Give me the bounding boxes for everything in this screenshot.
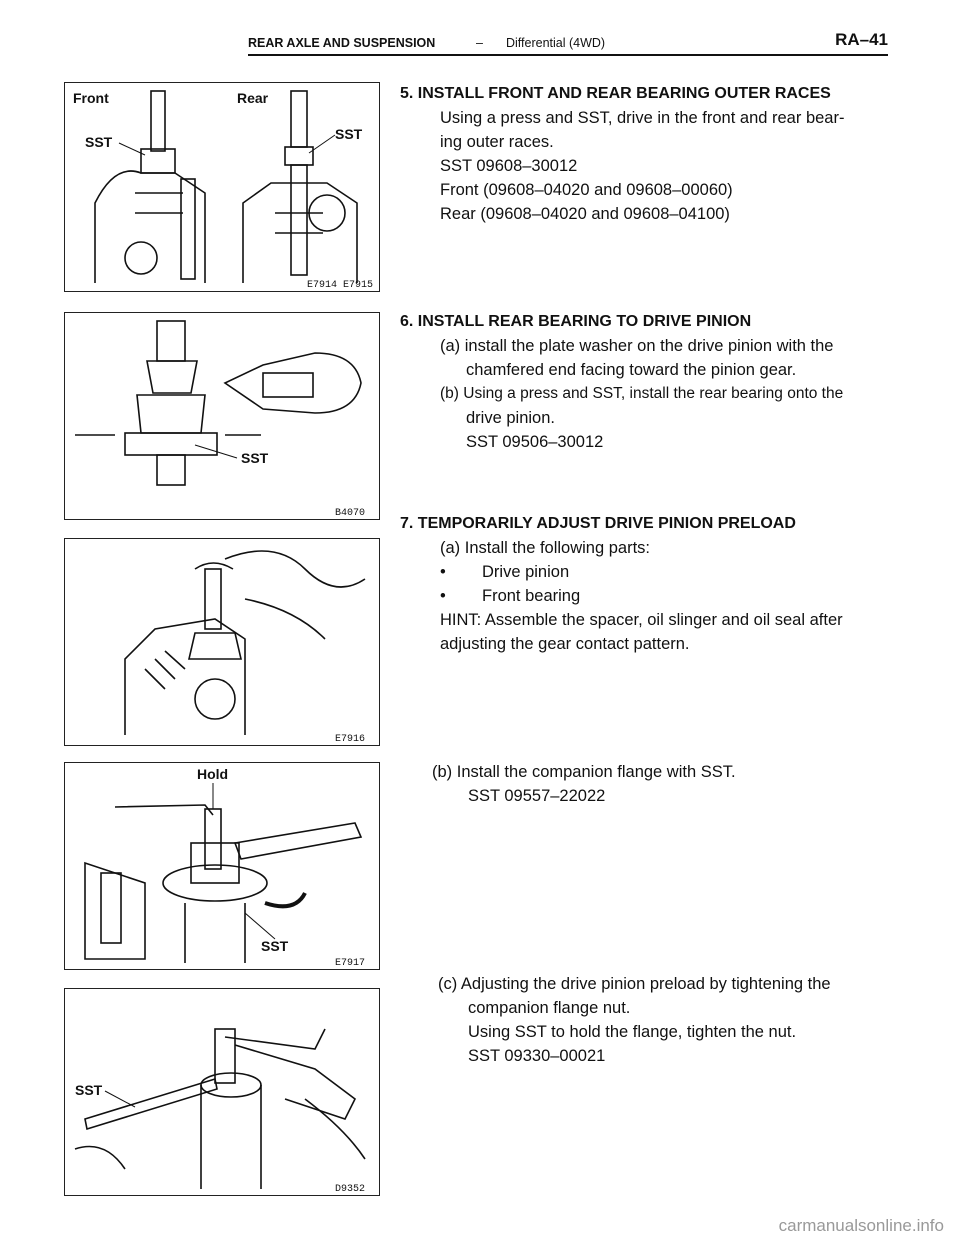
figure-code: E7916 xyxy=(335,734,366,745)
figure-label: SST xyxy=(335,126,363,142)
step-6-b-line2: drive pinion. xyxy=(466,409,555,427)
figure-label: Front xyxy=(73,90,109,106)
step-7-c-line2: companion flange nut. xyxy=(468,999,631,1017)
step-6-title: 6. INSTALL REAR BEARING TO DRIVE PINION xyxy=(400,313,752,330)
figure-code: E7917 xyxy=(335,958,366,969)
header-rule xyxy=(248,54,888,56)
step-7-c-line1: (c) Adjusting the drive pinion preload by tightening the xyxy=(438,975,831,993)
figure-label: SST xyxy=(85,134,113,150)
step-6-b-line3: SST 09506–30012 xyxy=(466,433,604,451)
step-7-b xyxy=(432,760,892,808)
bullet: • xyxy=(440,587,446,605)
header-section-title: REAR AXLE AND SUSPENSION xyxy=(248,36,436,50)
bullet: • xyxy=(440,563,446,581)
step-7-a: (a) Install the following parts: xyxy=(440,539,651,557)
figure-code: E7914 E7915 xyxy=(307,280,374,291)
figure-hold-flange xyxy=(64,988,380,1196)
header-separator: – xyxy=(476,36,483,50)
step-5-line: Front (09608–04020 and 09608–00060) xyxy=(440,181,733,199)
figure-outer-races xyxy=(64,82,380,292)
step-5-line: Rear (09608–04020 and 09608–04100) xyxy=(440,205,730,223)
step-5-line: ing outer races. xyxy=(440,133,554,151)
figure-rear-bearing xyxy=(64,312,380,520)
step-5-title: 5. INSTALL FRONT AND REAR BEARING OUTER RACES xyxy=(400,85,831,102)
step-5-line: SST 09608–30012 xyxy=(440,157,578,175)
step-6-b-line1: (b) Using a press and SST, install the rear bearing onto the xyxy=(440,385,844,402)
figure-label: SST xyxy=(241,450,269,466)
step-7-c xyxy=(438,972,898,1068)
figure-label: SST xyxy=(75,1082,103,1098)
step-7-hint-line2: adjusting the gear contact pattern. xyxy=(440,635,690,653)
step-7-b-line2: SST 09557–22022 xyxy=(468,787,606,805)
step-7-title: 7. TEMPORARILY ADJUST DRIVE PINION PRELOAD xyxy=(400,515,796,532)
step-6-a-line1: (a) install the plate washer on the drive pinion with the xyxy=(440,337,834,355)
figure-label: Hold xyxy=(197,766,229,782)
list-item: • Front bearing xyxy=(400,584,890,608)
step-7-c-line4: SST 09330–00021 xyxy=(468,1047,606,1065)
step-6-a-line2: chamfered end facing toward the pinion gear. xyxy=(466,361,797,379)
figure-drive-pinion xyxy=(64,538,380,746)
figure-code: B4070 xyxy=(335,508,366,519)
step-6 xyxy=(400,310,890,454)
figure-label: Rear xyxy=(237,90,269,106)
list-item: • Drive pinion xyxy=(400,560,890,584)
step-7 xyxy=(400,512,890,656)
watermark: carmanualsonline.info xyxy=(778,1216,944,1235)
page-number: RA–41 xyxy=(835,30,888,49)
step-7-c-line3: Using SST to hold the flange, tighten the nut. xyxy=(468,1023,797,1041)
step-7-b-line1: (b) Install the companion flange with SST. xyxy=(432,763,736,781)
step-5 xyxy=(400,82,890,226)
step-7-hint-line1: HINT: Assemble the spacer, oil slinger and oil seal after xyxy=(440,611,843,629)
page-header xyxy=(248,30,888,54)
figure-label: SST xyxy=(261,938,289,954)
step-5-line: Using a press and SST, drive in the front and rear bear- xyxy=(440,109,845,127)
figure-code: D9352 xyxy=(335,1184,366,1195)
header-subsection: Differential (4WD) xyxy=(506,36,606,50)
figure-companion-flange xyxy=(64,762,380,970)
